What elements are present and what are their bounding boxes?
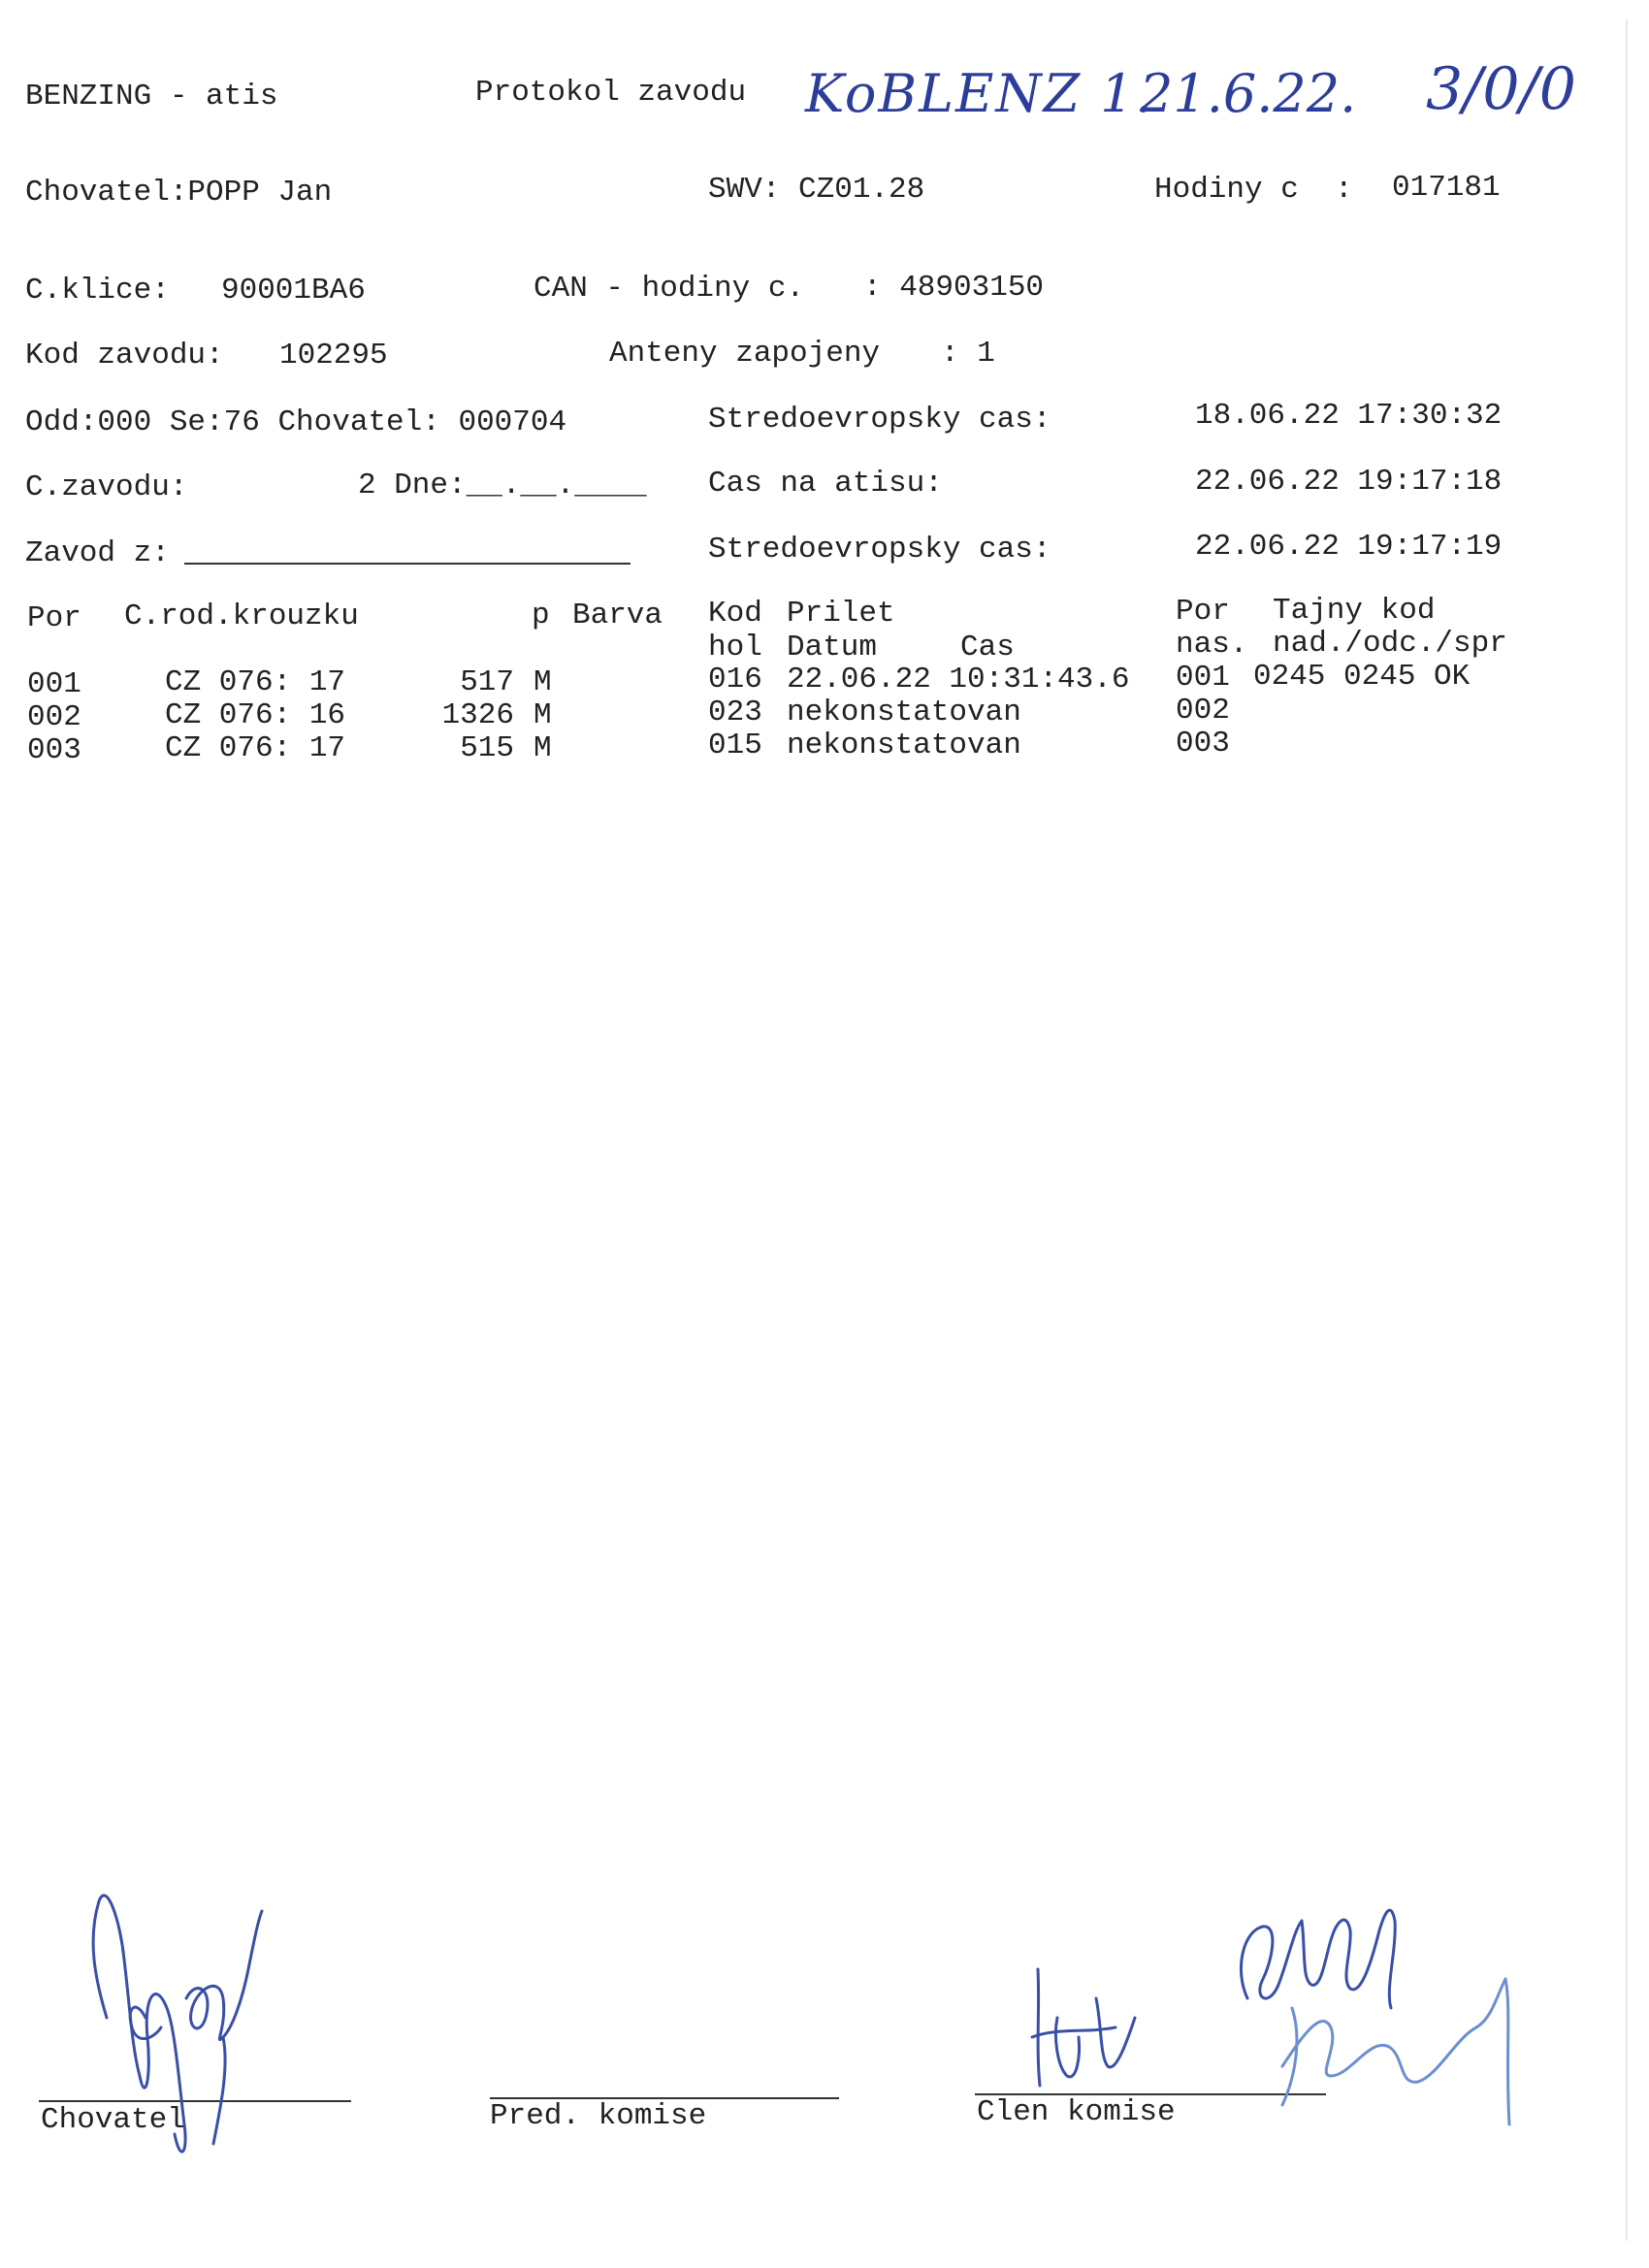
key-label: C.klice: — [25, 274, 170, 308]
col-header-cas: Cas — [960, 631, 1015, 664]
col-header-datum: Datum — [787, 631, 878, 664]
atis-time-label: Cas na atisu: — [708, 467, 943, 501]
antennas-label: Anteny zapojeny — [609, 337, 881, 371]
antennas-value: : 1 — [941, 337, 995, 371]
can-label: CAN - hodiny c. — [534, 272, 805, 306]
col-header-hol: hol — [708, 631, 762, 664]
key-value: 90001BA6 — [221, 274, 366, 308]
cell-nas: 003 — [1176, 727, 1230, 761]
cell-secret: 0245 0245 OK — [1253, 660, 1471, 694]
handwritten-date: 21.6.22. — [1140, 63, 1357, 124]
col-header-tajny: Tajny kod — [1273, 594, 1436, 628]
race-code-label: Kod zavodu: — [25, 339, 224, 373]
cell-por: 001 — [27, 667, 81, 701]
col-header-por2: Por — [1176, 595, 1230, 629]
breeder-signature — [78, 1882, 291, 2173]
cet-label-1: Stredoevropsky cas: — [708, 403, 1051, 437]
page-edge — [1626, 19, 1628, 2241]
cell-ring: CZ 076: 17 — [165, 731, 346, 765]
cell-arrival: nekonstatovan — [787, 729, 1021, 762]
cell-kod: 015 — [708, 729, 762, 762]
race-from-blank — [184, 563, 630, 565]
cell-number: 517 — [460, 665, 514, 699]
race-no-label: C.zavodu: — [25, 470, 188, 504]
col-header-kod: Kod — [708, 597, 762, 631]
cell-arrival: 22.06.22 10:31:43.6 — [787, 663, 1130, 697]
breeder-name: Chovatel:POPP Jan — [25, 176, 333, 210]
cet-label-2: Stredoevropsky cas: — [708, 533, 1051, 567]
chairman-signature-label: Pred. komise — [490, 2099, 707, 2133]
breeder-signature-label: Chovatel — [41, 2103, 185, 2137]
cell-sex: M — [534, 698, 552, 732]
handwritten-count: 3/0/0 — [1426, 55, 1576, 123]
col-header-ring: C.rod.krouzku — [124, 599, 359, 633]
clock-value: 017181 — [1392, 171, 1501, 205]
cell-por: 002 — [27, 700, 81, 734]
cell-sex: M — [534, 731, 552, 765]
cet-value-1: 18.06.22 17:30:32 — [1195, 399, 1503, 433]
protocol-label: Protokol zavodu — [475, 76, 747, 110]
section-line: Odd:000 Se:76 Chovatel: 000704 — [25, 405, 567, 439]
cell-number: 1326 — [441, 698, 514, 732]
cell-ring: CZ 076: 16 — [165, 698, 346, 732]
cell-ring: CZ 076: 17 — [165, 665, 346, 699]
cell-nas: 001 — [1176, 661, 1230, 695]
col-header-prilet: Prilet — [787, 597, 895, 631]
col-header-nad: nad./odc./spr — [1273, 627, 1507, 661]
cell-arrival: nekonstatovan — [787, 696, 1021, 729]
race-code-value: 102295 — [279, 339, 388, 373]
can-value: : 48903150 — [863, 271, 1045, 305]
cell-por: 003 — [27, 733, 81, 767]
race-no-value: 2 Dne:__.__.____ — [358, 469, 647, 502]
cell-number: 515 — [460, 731, 514, 765]
swv-version: SWV: CZ01.28 — [708, 173, 925, 207]
cell-kod: 016 — [708, 663, 762, 697]
col-header-por: Por — [27, 601, 81, 635]
col-header-p: p — [532, 599, 550, 632]
cell-kod: 023 — [708, 696, 762, 729]
system-title: BENZING - atis — [25, 80, 278, 113]
member-signature-label: Clen komise — [977, 2095, 1176, 2129]
col-header-color: Barva — [572, 599, 663, 632]
cell-nas: 002 — [1176, 694, 1230, 728]
col-header-nas: nas. — [1176, 628, 1248, 662]
member-signature-1 — [1018, 1960, 1154, 2105]
atis-time-value: 22.06.22 19:17:18 — [1195, 465, 1503, 499]
cet-value-2: 22.06.22 19:17:19 — [1195, 530, 1503, 564]
race-from-label: Zavod z: — [25, 536, 170, 570]
cell-sex: M — [534, 665, 552, 699]
handwritten-race-name: KoBLENZ 1. — [805, 63, 1154, 124]
clock-label: Hodiny c : — [1154, 173, 1353, 207]
member-signature-2 — [1224, 1892, 1515, 2154]
